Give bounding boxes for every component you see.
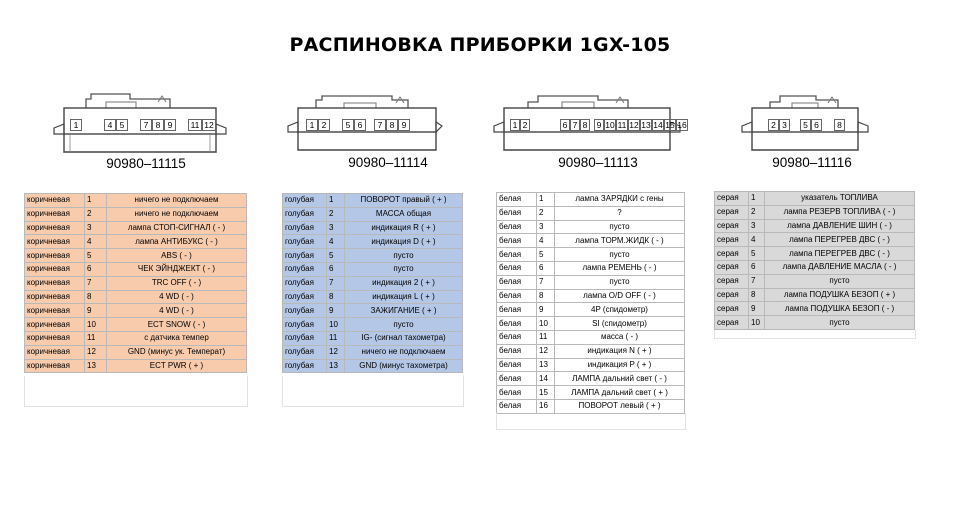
connector-drawing-11114 xyxy=(284,94,444,154)
pin-number-cell: 12 xyxy=(537,344,555,358)
pin-label: 7 xyxy=(140,119,152,131)
pin-number-cell: 5 xyxy=(85,249,107,263)
table-row xyxy=(497,330,685,344)
wire-color-cell: белая xyxy=(497,386,537,400)
table-row xyxy=(497,303,685,317)
pin-number-cell: 7 xyxy=(749,274,765,288)
wire-color-cell: голубая xyxy=(283,304,327,318)
table-row xyxy=(25,276,247,290)
pin-function-cell: ничего не подключаем xyxy=(107,207,247,221)
table-row xyxy=(25,207,247,221)
pin-label: 9 xyxy=(594,119,604,131)
wire-color-cell: коричневая xyxy=(25,194,85,208)
pin-label: 6 xyxy=(560,119,570,131)
pin-function-cell: лампа ПЕРЕГРЕВ ДВС ( - ) xyxy=(765,233,915,247)
pinout-table-11116 xyxy=(714,191,915,330)
pin-number-cell: 9 xyxy=(749,302,765,316)
table-row xyxy=(283,194,463,208)
pin-number-cell: 2 xyxy=(537,206,555,220)
table-row xyxy=(497,248,685,262)
table-row xyxy=(283,318,463,332)
wire-color-cell: белая xyxy=(497,330,537,344)
pin-number-cell: 10 xyxy=(85,318,107,332)
table-row xyxy=(25,235,247,249)
table-row xyxy=(497,234,685,248)
wire-color-cell: голубая xyxy=(283,345,327,359)
page-title: РАСПИНОВКА ПРИБОРКИ 1GX-105 xyxy=(289,34,671,56)
wire-color-cell: белая xyxy=(497,289,537,303)
pin-function-cell: индикация L ( + ) xyxy=(345,290,463,304)
pin-function-cell: ECT SNOW ( - ) xyxy=(107,318,247,332)
pin-label: 11 xyxy=(617,120,627,130)
pin-function-cell: масса ( - ) xyxy=(555,330,685,344)
wire-color-cell: серая xyxy=(715,288,749,302)
pin-number-cell: 12 xyxy=(327,345,345,359)
pin-function-cell: лампа ДАВЛЕНИЕ ШИН ( - ) xyxy=(765,219,915,233)
wire-color-cell: серая xyxy=(715,192,749,206)
pin-number-cell: 3 xyxy=(327,221,345,235)
pin-function-cell: указатель ТОПЛИВА xyxy=(765,192,915,206)
pin-function-cell: ПОВОРОТ правый ( + ) xyxy=(345,194,463,208)
pin-number-cell: 4 xyxy=(85,235,107,249)
pin-function-cell: пусто xyxy=(765,274,915,288)
wire-color-cell: белая xyxy=(497,317,537,331)
wire-color-cell: серая xyxy=(715,233,749,247)
pin-function-cell: индикация P ( + ) xyxy=(555,358,685,372)
wire-color-cell: коричневая xyxy=(25,235,85,249)
wire-color-cell: голубая xyxy=(283,235,327,249)
pin-number-cell: 6 xyxy=(327,262,345,276)
table-row xyxy=(715,219,915,233)
pin-label: 8 xyxy=(834,119,845,131)
pin-function-cell: лампа ЗАРЯДКИ с гены xyxy=(555,193,685,207)
connector-drawing-11116 xyxy=(740,94,870,154)
table-row xyxy=(25,304,247,318)
wire-color-cell: белая xyxy=(497,193,537,207)
table-row xyxy=(715,302,915,316)
wire-color-cell: серая xyxy=(715,205,749,219)
wire-color-cell: голубая xyxy=(283,331,327,345)
pin-label: 8 xyxy=(580,119,590,131)
table-row xyxy=(715,247,915,261)
table-row xyxy=(497,358,685,372)
pin-function-cell: пусто xyxy=(345,262,463,276)
pin-label: 13 xyxy=(641,120,651,130)
pin-function-cell: лампа O/D OFF ( - ) xyxy=(555,289,685,303)
wire-color-cell: коричневая xyxy=(25,331,85,345)
pin-label: 10 xyxy=(605,120,615,130)
pin-label: 14 xyxy=(653,120,663,130)
pin-function-cell: с датчика темпер xyxy=(107,331,247,345)
pin-function-cell: ничего не подключаем xyxy=(345,345,463,359)
table-row xyxy=(25,262,247,276)
wire-color-cell: коричневая xyxy=(25,304,85,318)
table-empty-tail xyxy=(24,376,248,407)
connector-drawing-11115 xyxy=(46,90,236,154)
pin-number-cell: 5 xyxy=(749,247,765,261)
table-row xyxy=(283,262,463,276)
pin-number-cell: 13 xyxy=(327,359,345,373)
pin-function-cell: индикация D ( + ) xyxy=(345,235,463,249)
table-row xyxy=(283,207,463,221)
pin-function-cell: ЧЕК ЭЙНДЖЕКТ ( - ) xyxy=(107,262,247,276)
pin-label: 4 xyxy=(104,119,116,131)
pin-number-cell: 7 xyxy=(85,276,107,290)
table-row xyxy=(283,221,463,235)
wire-color-cell: коричневая xyxy=(25,345,85,359)
table-row xyxy=(715,233,915,247)
pin-function-cell: лампа АНТИБУКС ( - ) xyxy=(107,235,247,249)
wire-color-cell: серая xyxy=(715,219,749,233)
pin-function-cell: 4 WD ( - ) xyxy=(107,304,247,318)
pin-number-cell: 8 xyxy=(327,290,345,304)
pin-number-cell: 9 xyxy=(85,304,107,318)
pin-function-cell: ничего не подключаем xyxy=(107,194,247,208)
pin-number-cell: 4 xyxy=(537,234,555,248)
pin-function-cell: лампа ДАВЛЕНИЕ МАСЛА ( - ) xyxy=(765,260,915,274)
wire-color-cell: серая xyxy=(715,247,749,261)
pin-number-cell: 8 xyxy=(537,289,555,303)
table-row xyxy=(283,276,463,290)
wire-color-cell: белая xyxy=(497,206,537,220)
table-row xyxy=(497,372,685,386)
table-row xyxy=(497,386,685,400)
pin-function-cell: 4P (спидометр) xyxy=(555,303,685,317)
pin-function-cell: ЛАМПА дальний свет ( + ) xyxy=(555,386,685,400)
wire-color-cell: серая xyxy=(715,316,749,330)
pin-label: 16 xyxy=(677,120,687,130)
wire-color-cell: белая xyxy=(497,248,537,262)
pin-label: 7 xyxy=(374,119,386,131)
pin-number-cell: 13 xyxy=(537,358,555,372)
wire-color-cell: голубая xyxy=(283,318,327,332)
pin-label: 3 xyxy=(779,119,790,131)
pin-function-cell: лампа РЕМЕНЬ ( - ) xyxy=(555,261,685,275)
wire-color-cell: голубая xyxy=(283,290,327,304)
pin-number-cell: 15 xyxy=(537,386,555,400)
wire-color-cell: белая xyxy=(497,399,537,413)
wire-color-cell: голубая xyxy=(283,276,327,290)
pin-label: 2 xyxy=(520,119,530,131)
pinout-table-11113 xyxy=(496,192,685,414)
pin-function-cell: индикация R ( + ) xyxy=(345,221,463,235)
pin-number-cell: 4 xyxy=(327,235,345,249)
pin-function-cell: GND (минус ук. Температ) xyxy=(107,345,247,359)
pin-number-cell: 11 xyxy=(537,330,555,344)
table-row xyxy=(715,260,915,274)
wire-color-cell: коричневая xyxy=(25,262,85,276)
table-row xyxy=(497,289,685,303)
pin-function-cell: пусто xyxy=(765,316,915,330)
wire-color-cell: белая xyxy=(497,303,537,317)
pin-function-cell: лампа ПЕРЕГРЕВ ДВС ( - ) xyxy=(765,247,915,261)
wire-color-cell: белая xyxy=(497,261,537,275)
table-row xyxy=(715,288,915,302)
pin-label: 5 xyxy=(800,119,811,131)
table-row xyxy=(715,274,915,288)
connector-drawing-11113 xyxy=(492,94,687,154)
table-row xyxy=(25,249,247,263)
table-row xyxy=(497,193,685,207)
table-row xyxy=(25,194,247,208)
wire-color-cell: белая xyxy=(497,275,537,289)
pin-number-cell: 3 xyxy=(85,221,107,235)
table-row xyxy=(25,290,247,304)
pin-number-cell: 9 xyxy=(327,304,345,318)
table-row xyxy=(283,249,463,263)
pin-function-cell: пусто xyxy=(345,249,463,263)
pin-label: 2 xyxy=(318,119,330,131)
table-row xyxy=(715,316,915,330)
part-number-11113: 90980–11113 xyxy=(558,155,638,170)
pin-function-cell: пусто xyxy=(555,275,685,289)
pin-function-cell: 4 WD ( - ) xyxy=(107,290,247,304)
table-row xyxy=(497,220,685,234)
pin-function-cell: индикация N ( + ) xyxy=(555,344,685,358)
pin-number-cell: 1 xyxy=(327,194,345,208)
wire-color-cell: серая xyxy=(715,302,749,316)
wire-color-cell: коричневая xyxy=(25,359,85,373)
pin-function-cell: ECT PWR ( + ) xyxy=(107,359,247,373)
wire-color-cell: белая xyxy=(497,358,537,372)
wire-color-cell: коричневая xyxy=(25,290,85,304)
wire-color-cell: белая xyxy=(497,234,537,248)
pin-function-cell: пусто xyxy=(555,220,685,234)
table-row xyxy=(25,345,247,359)
pin-number-cell: 11 xyxy=(327,331,345,345)
table-row xyxy=(497,317,685,331)
wire-color-cell: голубая xyxy=(283,194,327,208)
table-row xyxy=(283,331,463,345)
pin-function-cell: МАССА общая xyxy=(345,207,463,221)
table-row xyxy=(283,290,463,304)
table-row xyxy=(283,359,463,373)
pin-label: 12 xyxy=(202,119,216,131)
pin-function-cell: SI (спидометр) xyxy=(555,317,685,331)
part-number-11114: 90980–11114 xyxy=(348,155,428,170)
pin-number-cell: 2 xyxy=(749,205,765,219)
pin-label: 1 xyxy=(306,119,318,131)
pin-function-cell: TRC OFF ( - ) xyxy=(107,276,247,290)
pin-number-cell: 7 xyxy=(327,276,345,290)
pin-label: 9 xyxy=(164,119,176,131)
table-row xyxy=(715,205,915,219)
pin-number-cell: 8 xyxy=(85,290,107,304)
pin-function-cell: лампа ПОДУШКА БЕЗОП ( - ) xyxy=(765,302,915,316)
pin-number-cell: 11 xyxy=(85,331,107,345)
pin-number-cell: 3 xyxy=(537,220,555,234)
pin-label: 1 xyxy=(70,119,82,131)
pin-function-cell: ЛАМПА дальний свет ( - ) xyxy=(555,372,685,386)
pin-number-cell: 6 xyxy=(749,260,765,274)
pin-number-cell: 10 xyxy=(537,317,555,331)
pin-label: 8 xyxy=(386,119,398,131)
pin-label: 6 xyxy=(811,119,822,131)
wire-color-cell: голубая xyxy=(283,359,327,373)
pin-label: 9 xyxy=(398,119,410,131)
pin-function-cell: пусто xyxy=(555,248,685,262)
wire-color-cell: коричневая xyxy=(25,318,85,332)
pin-function-cell: лампа РЕЗЕРВ ТОПЛИВА ( - ) xyxy=(765,205,915,219)
pin-number-cell: 6 xyxy=(537,261,555,275)
table-row xyxy=(715,192,915,206)
wire-color-cell: голубая xyxy=(283,221,327,235)
pin-function-cell: лампа ТОРМ.ЖИДК ( - ) xyxy=(555,234,685,248)
pin-number-cell: 13 xyxy=(85,359,107,373)
wire-color-cell: коричневая xyxy=(25,207,85,221)
pin-number-cell: 5 xyxy=(537,248,555,262)
wire-color-cell: коричневая xyxy=(25,276,85,290)
table-row xyxy=(497,344,685,358)
wire-color-cell: голубая xyxy=(283,249,327,263)
pin-function-cell: ПОВОРОТ левый ( + ) xyxy=(555,399,685,413)
pin-number-cell: 12 xyxy=(85,345,107,359)
pin-label: 8 xyxy=(152,119,164,131)
wire-color-cell: голубая xyxy=(283,207,327,221)
pin-number-cell: 4 xyxy=(749,233,765,247)
wire-color-cell: белая xyxy=(497,220,537,234)
pin-label: 11 xyxy=(188,119,202,131)
pin-function-cell: пусто xyxy=(345,318,463,332)
pinout-table-11115 xyxy=(24,193,247,373)
pin-function-cell: IG- (сигнал тахометра) xyxy=(345,331,463,345)
pin-number-cell: 7 xyxy=(537,275,555,289)
table-row xyxy=(283,304,463,318)
wire-color-cell: серая xyxy=(715,260,749,274)
pin-number-cell: 14 xyxy=(537,372,555,386)
pin-label: 7 xyxy=(570,119,580,131)
table-row xyxy=(283,345,463,359)
pin-number-cell: 2 xyxy=(85,207,107,221)
table-row xyxy=(25,318,247,332)
table-row xyxy=(25,359,247,373)
pin-function-cell: GND (минус тахометра) xyxy=(345,359,463,373)
pin-function-cell: лампа СТОП-СИГНАЛ ( - ) xyxy=(107,221,247,235)
table-empty-tail xyxy=(282,376,464,407)
table-row xyxy=(497,206,685,220)
wire-color-cell: белая xyxy=(497,372,537,386)
pin-label: 12 xyxy=(629,120,639,130)
pin-function-cell: ЗАЖИГАНИЕ ( + ) xyxy=(345,304,463,318)
pin-number-cell: 6 xyxy=(85,262,107,276)
part-number-11115: 90980–11115 xyxy=(106,156,186,171)
table-row xyxy=(497,399,685,413)
pin-function-cell: ? xyxy=(555,206,685,220)
pin-function-cell: индикация 2 ( + ) xyxy=(345,276,463,290)
pin-label: 1 xyxy=(510,119,520,131)
pin-function-cell: лампа ПОДУШКА БЕЗОП ( + ) xyxy=(765,288,915,302)
pin-label: 5 xyxy=(116,119,128,131)
pin-number-cell: 3 xyxy=(749,219,765,233)
pin-number-cell: 10 xyxy=(327,318,345,332)
table-empty-tail xyxy=(714,330,916,339)
table-row xyxy=(25,331,247,345)
pin-label: 5 xyxy=(342,119,354,131)
table-empty-tail xyxy=(496,413,686,430)
wire-color-cell: коричневая xyxy=(25,221,85,235)
pin-function-cell: ABS ( - ) xyxy=(107,249,247,263)
wire-color-cell: серая xyxy=(715,274,749,288)
pin-number-cell: 9 xyxy=(537,303,555,317)
pin-number-cell: 5 xyxy=(327,249,345,263)
wire-color-cell: белая xyxy=(497,344,537,358)
pin-number-cell: 8 xyxy=(749,288,765,302)
table-row xyxy=(497,275,685,289)
pin-number-cell: 1 xyxy=(85,194,107,208)
table-row xyxy=(497,261,685,275)
pin-label: 6 xyxy=(354,119,366,131)
pin-number-cell: 10 xyxy=(749,316,765,330)
pinout-table-11114 xyxy=(282,193,463,373)
table-row xyxy=(25,221,247,235)
pin-label: 2 xyxy=(768,119,779,131)
wire-color-cell: голубая xyxy=(283,262,327,276)
pin-label: 15 xyxy=(665,120,675,130)
pin-number-cell: 1 xyxy=(537,193,555,207)
pin-number-cell: 1 xyxy=(749,192,765,206)
wire-color-cell: коричневая xyxy=(25,249,85,263)
pin-number-cell: 16 xyxy=(537,399,555,413)
table-row xyxy=(283,235,463,249)
pin-number-cell: 2 xyxy=(327,207,345,221)
part-number-11116: 90980–11116 xyxy=(772,155,852,170)
